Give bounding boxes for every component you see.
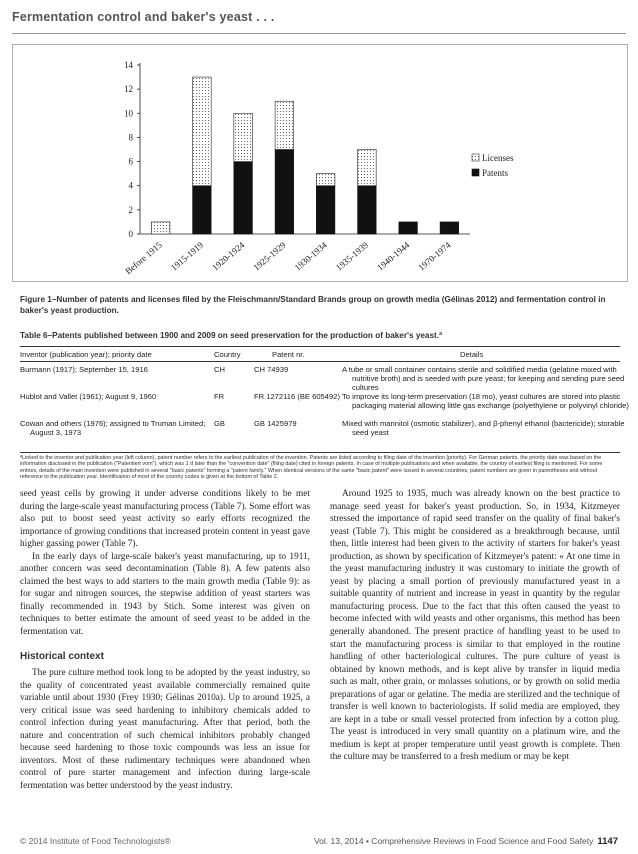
y-tick-label: 8 [128,132,133,143]
y-tick-label: 12 [124,84,133,95]
x-tick-label: 1970-1974 [416,239,453,273]
header-divider [12,33,626,34]
table-bottom-rule [20,452,620,453]
table-header-patent: Patent nr. [272,350,305,359]
legend-label-licenses: Licenses [482,153,514,163]
x-tick-label: 1935-1939 [333,239,371,273]
bar-patents [358,186,377,234]
table-cell-details: Mixed with mannitol (osmotic stabilizer), and β-phenyl ethanol (bactericide); storable seed yeast [342,419,625,437]
running-header: Fermentation control and baker's yeast . . . [12,10,275,24]
bar-licenses [151,222,170,234]
table-cell-country: FR [214,392,225,401]
bar-patents [193,186,212,234]
body-column-left [20,488,310,793]
bar-patents [275,150,294,235]
y-tick-label: 2 [128,204,133,215]
bar-chart [12,44,626,326]
table-header-inventor: Inventor (publication year); priority date [20,350,152,359]
legend-swatch-patents [472,169,479,176]
bar-licenses [316,174,335,186]
x-tick-label: Before 1915 [123,239,164,277]
bar-licenses [234,113,253,161]
bar-patents [316,186,335,234]
legend-swatch-licenses [472,154,479,161]
paragraph: The pure culture method took long to be adopted by the yeast industry, so the quality of concentrated yeast available commercially remained quite variable until about 1930 (Frey 1930; Gélinas 2010a). Up to around 1925, a very critical issue was seed hardening to inhibitory chemicals added to control infection during yeast manufacturing. After that period, both the nature and concentration of such chemical inhibitors probably changed because seed hardening to those toxic compounds was less an issue for inventors. Most of these rudimentary techniques were abandoned when control of pure starter management and infection during large-scale fermentation was better understood by the yeast industry. [20,668,310,792]
x-tick-label: 1915-1919 [168,239,206,273]
y-tick-label: 6 [128,156,133,167]
bar-licenses [193,77,212,186]
body-column-right [330,488,620,764]
bar-licenses [275,101,294,149]
x-tick-label: 1940-1944 [375,239,412,273]
y-tick-label: 10 [124,108,133,119]
journal-citation: Vol. 13, 2014 ▪ Comprehensive Reviews in Food Science and Food Safety [313,836,594,846]
paragraph: Around 1925 to 1935, much was already known on the best practice to manage seed yeast for baker's yeast production. So, in 1934, Kitzmeyer stressed the importance of rapid seed transfer on the quality of final baker's yeast (Table 7). This might be considered as a breakthrough because, until then, little interest had been given to the activity of starters for baker's yeast production, as shown by specification of Kitzmeyer's patent: « At one time in the yeast manufacturing industry it was customary to initiate the growth of yeast by placing a small portion of previously manufactured yeast in a suitable quantity of nutrient and increase in yeast in quantity by the regular manufacturing process. Due to the fact that this often caused the yeast to become infected with wild yeasts and other organisms, this method has been generally abandoned. The present practice of handling yeast to be used to start the manufacturing process is similar to that employed in the routine handling of other bacteriological cultures. The pure culture of yeast is obtained by known methods, and is kept alive by transfer in liquid media such as malt, other grain, or molasses solutions, or by growth on solid media preparations of agar or gelatine. The media are sterilized and the technique of transfer is well known to bacteriologists. If solid media are employed, they are kept in a tube or small vessel protected from infection by a cotton plug. The yeast is introduced in very small quantity on a platinum wire, and the medium is kept at proper temperature until yeast growth is complete. Then the culture may be transferred to a fresh medium or may be kept [330,489,620,763]
table-cell-details: To improve its long-term preservation (18 mo), yeast cultures are stored into plastic packaging material allowing little gas exchange (polyethylene or polyvinyl chloride) [342,392,629,410]
section-heading: Historical context [20,650,104,662]
paragraph: seed yeast cells by growing it under adverse conditions likely to be met during the large-scale yeast manufacturing process (Table 7). Some effort was also put to boost seed yeast activity so early efforts recognized the importance of growing conditions that increased protein content in yeast gave higher gassing power (Table 7). [20,489,310,550]
table-cell-patent: FR 1272116 (BE 605492) [254,392,340,401]
table-title: Table 6–Patents published between 1900 and 2009 on seed preservation for the production of baker's yeast.ª [20,331,443,340]
y-tick-label: 0 [128,229,133,239]
y-tick-label: 14 [124,60,133,70]
table-header-rule [20,361,620,362]
table-top-rule [20,346,620,347]
table-cell-patent: CH 74939 [254,365,289,374]
x-tick-label: 1920-1924 [210,239,247,273]
table-header-country: Country [214,350,241,359]
figure-caption: Figure 1–Number of patents and licenses filed by the Fleischmann/Standard Brands group on growth media (Gélinas 2012) and fermentation control in baker's yeast production. [20,295,606,315]
paragraph: In the early days of large-scale baker's yeast manufacturing, up to 1911, another concern was seed decontamination (Table 8). A few patents also claimed the best ways to add starters to the main growth media (Table 9): as for sugar and nitrogen sources, the stepwise addition of yeast starters was finally recommended in 1943 by Stich. Some interest was given on techniques to better estimate the amount of seed yeast to be added in the fermentation vat. [20,551,310,638]
x-tick-label: 1930-1934 [292,239,329,273]
table-cell-inventor: Cowan and others (1976); assigned to Truman Limited; August 3, 1973 [20,419,206,437]
table-cell-country: GB [214,419,225,428]
legend-label-patents: Patents [482,168,508,178]
bar-licenses [358,150,377,186]
footer-journal [314,836,618,847]
table-cell-inventor: Burmann (1917); September 15, 1916 [20,365,148,374]
table-header-details: Details [460,350,484,359]
bar-patents [234,162,253,234]
page-number: 1147 [597,836,618,847]
x-tick-label: 1925-1929 [251,239,288,273]
bar-patents [399,222,418,234]
table-cell-inventor: Hublot and Vallet (1961); August 9, 1960 [20,392,157,401]
footer-copyright: © 2014 Institute of Food Technologists® [20,836,171,846]
table-footnote: ªLinked to the inventor and publication year (left column), patent number refers to the earliest publication of the invention. Patents are listed according to filing date of the invention (priority). For German patents, the priority date was based on the information disclosed in the publication ("Patentiert vom"), which was 1 d later than the "convention date" (filing date) cited in foreign patents. In case of multiple publications and when available, the country of earliest filing is mentioned. For some entries, details of the main invention were published in several "basic patents" forming a "patent family." When identical versions of the same "basic patent" were issued in several countries, patent numbers are given in parentheses and without reference to the publication year. Identification of most of the country codes is given at the bottom of Table 2. [20,455,603,481]
table-cell-details: A tube or small container contains sterile and solidified media (gelatine mixed with nutritive broth) and is seeded with pure yeast; for keeping and sending pure seed cultures [342,365,625,392]
bar-patents [440,222,459,234]
y-tick-label: 4 [128,180,133,191]
table-cell-country: CH [214,365,225,374]
table-cell-patent: GB 1425979 [254,419,297,428]
